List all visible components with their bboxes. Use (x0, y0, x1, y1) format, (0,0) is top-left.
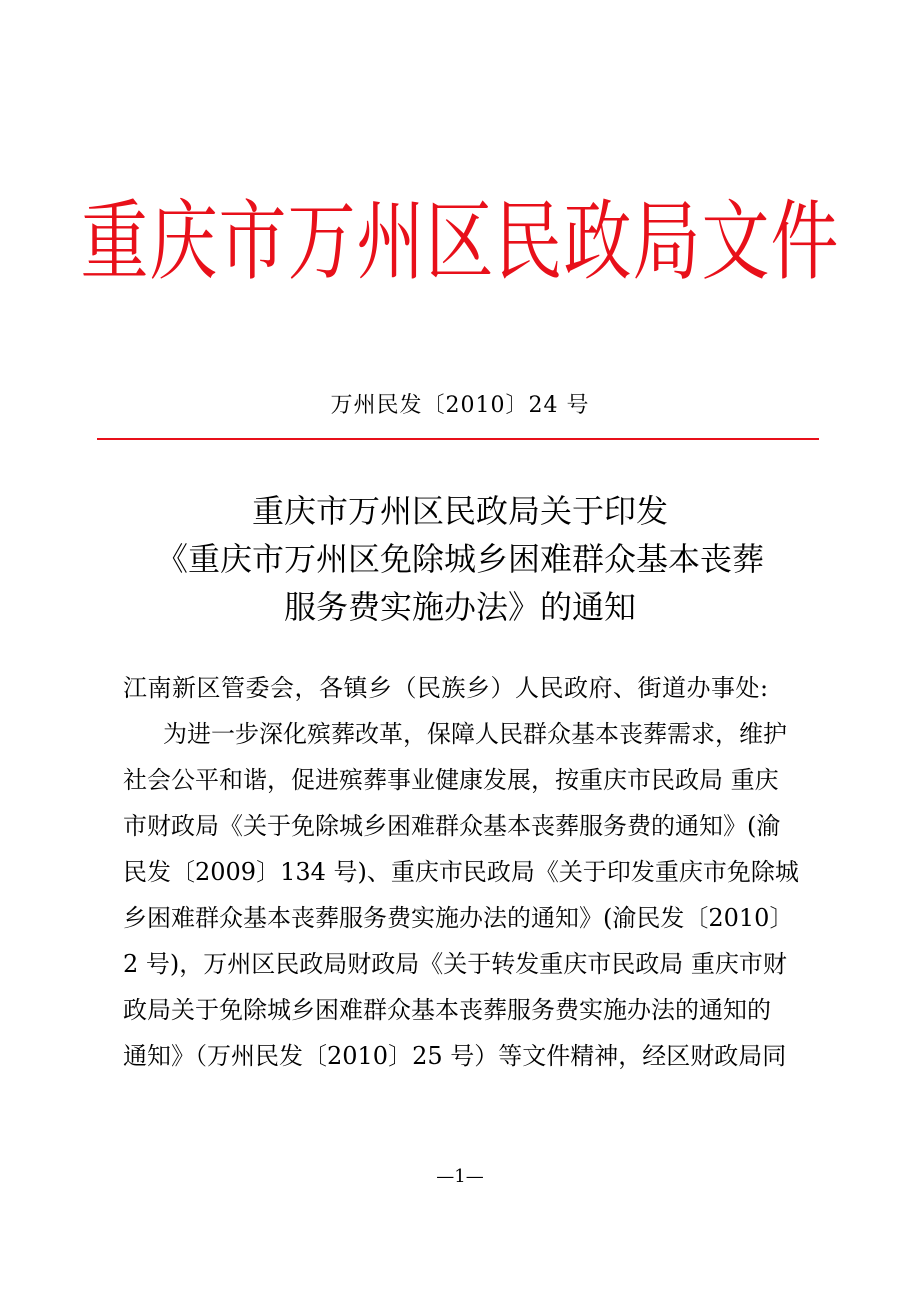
title-line-2: 《重庆市万州区免除城乡困难群众基本丧葬 (155, 540, 764, 578)
salutation: 江南新区管委会，各镇乡（民族乡）人民政府、街道办事处: (123, 674, 769, 702)
body-line: 通知》（万州民发〔2010〕25 号）等文件精神，经区财政局同 (123, 1042, 787, 1070)
title-line-3: 服务费实施办法》的通知 (283, 588, 636, 626)
title-line-1: 重庆市万州区民政局关于印发 (251, 492, 668, 530)
document-body (123, 665, 803, 1079)
body-line: 为进一步深化殡葬改革，保障人民群众基本丧葬需求，维护 (163, 720, 787, 748)
page-number: —1— (436, 1166, 484, 1187)
body-line: 市财政局《关于免除城乡困难群众基本丧葬服务费的通知》(渝 (123, 812, 781, 840)
body-line: 2 号)，万州区民政局财政局《关于转发重庆市民政局 重庆市财 (123, 950, 787, 978)
body-line: 政局关于免除城乡困难群众基本丧葬服务费实施办法的通知的 (123, 996, 771, 1024)
document-number: 万州民发〔2010〕24 号 (330, 393, 590, 418)
body-line: 民发〔2009〕134 号)、重庆市民政局《关于印发重庆市免除城 (123, 858, 799, 886)
document-masthead: 重庆市万州区民政局文件 (80, 192, 840, 294)
red-divider-line (97, 438, 819, 440)
body-line: 社会公平和谐，促进殡葬事业健康发展，按重庆市民政局 重庆 (123, 766, 779, 794)
document-title (0, 487, 920, 631)
body-line: 乡困难群众基本丧葬服务费实施办法的通知》(渝民发〔2010〕 (123, 904, 794, 932)
